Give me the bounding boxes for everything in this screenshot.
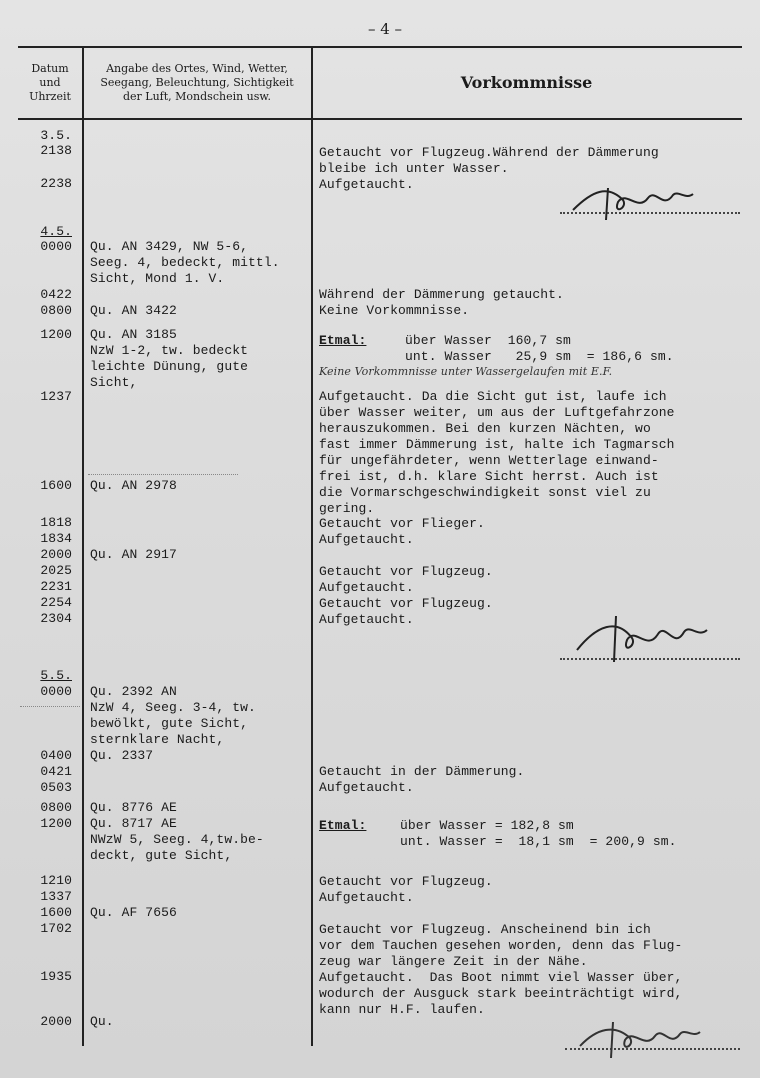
- etmal-line: über Wasser 160,7 sm: [405, 333, 571, 348]
- event-entry: bleibe ich unter Wasser.: [319, 161, 509, 176]
- event-entry: Getaucht vor Flieger.: [319, 516, 485, 531]
- time-entry: 0000: [40, 239, 72, 254]
- place-entry: Sicht, Mond 1. V.: [90, 271, 225, 286]
- event-entry: die Vormarschgeschwindigkeit sonst viel zu: [319, 485, 651, 500]
- page-number: – 4 –: [367, 20, 403, 38]
- time-entry: 0800: [40, 303, 72, 318]
- date-5-5: 5.5.: [40, 668, 72, 683]
- dotted-leader: [88, 474, 238, 475]
- place-entry: Qu. 8717 AE: [90, 816, 177, 831]
- time-entry: 1210: [40, 873, 72, 888]
- time-entry: 2000: [40, 1014, 72, 1029]
- time-entry: 1200: [40, 327, 72, 342]
- time-entry: 0421: [40, 764, 72, 779]
- event-entry: Während der Dämmerung getaucht.: [319, 287, 564, 302]
- time-entry: 2304: [40, 611, 72, 626]
- etmal-line: über Wasser = 182,8 sm: [400, 818, 574, 833]
- time-entry: 1818: [40, 515, 72, 530]
- time-entry: 2138: [40, 143, 72, 158]
- place-entry: NzW 4, Seeg. 3-4, tw.: [90, 700, 256, 715]
- event-entry: Getaucht vor Flugzeug.: [319, 596, 493, 611]
- event-entry: kann nur H.F. laufen.: [319, 1002, 485, 1017]
- date-4-5: 4.5.: [40, 224, 72, 239]
- time-entry: 2231: [40, 579, 72, 594]
- event-entry: fast immer Dämmerung ist, halte ich Tagmarsch: [319, 437, 675, 452]
- handwritten-note: Keine Vorkommnisse unter Wassergelaufen mit E.F.: [319, 365, 613, 378]
- column-rule-2: [311, 46, 313, 1046]
- event-entry: Keine Vorkommnisse.: [319, 303, 470, 318]
- event-entry: Aufgetaucht.: [319, 612, 414, 627]
- place-entry: sternklare Nacht,: [90, 732, 225, 747]
- event-entry: über Wasser weiter, um aus der Luftgefahrzone: [319, 405, 675, 420]
- event-entry: Aufgetaucht.: [319, 580, 414, 595]
- time-entry: 1200: [40, 816, 72, 831]
- event-entry: Getaucht vor Flugzeug.Während der Dämmerung: [319, 145, 659, 160]
- event-entry: frei ist, d.h. klare Sicht herrst. Auch ist: [319, 469, 659, 484]
- place-entry: Qu. AF 7656: [90, 905, 177, 920]
- place-entry: Sicht,: [90, 375, 138, 390]
- time-entry: 2254: [40, 595, 72, 610]
- time-entry: 1337: [40, 889, 72, 904]
- etmal-label: Etmal:: [319, 333, 367, 348]
- event-entry: Getaucht in der Dämmerung.: [319, 764, 525, 779]
- place-entry: NzW 1-2, tw. bedeckt: [90, 343, 249, 358]
- event-entry: vor dem Tauchen gesehen worden, denn das Flug-: [319, 938, 683, 953]
- event-entry: Aufgetaucht.: [319, 780, 414, 795]
- table-top-rule: [18, 46, 742, 48]
- header-ort: Angabe des Ortes, Wind, Wetter, Seegang, Beleuchtung, Sichtigkeit der Luft, Mondschein usw.: [100, 62, 294, 103]
- place-entry: deckt, gute Sicht,: [90, 848, 233, 863]
- column-rule-1: [82, 46, 84, 1046]
- etmal-line: unt. Wasser = 18,1 sm = 200,9 sm.: [400, 834, 677, 849]
- place-entry: Qu. 2392 AN: [90, 684, 177, 699]
- dotted-leader: [20, 706, 80, 707]
- time-entry: 0503: [40, 780, 72, 795]
- handwritten-signature: [575, 1016, 705, 1061]
- place-entry: Qu. AN 3429, NW 5-6,: [90, 239, 249, 254]
- time-entry: 0422: [40, 287, 72, 302]
- event-entry: Getaucht vor Flugzeug.: [319, 874, 493, 889]
- time-entry: 2025: [40, 563, 72, 578]
- header-vorkommnisse: Vorkommnisse: [460, 73, 593, 92]
- place-entry: Qu.: [90, 1014, 114, 1029]
- event-entry: Aufgetaucht.: [319, 532, 414, 547]
- place-entry: Qu. AN 3422: [90, 303, 177, 318]
- time-entry: 2000: [40, 547, 72, 562]
- event-entry: Aufgetaucht.: [319, 890, 414, 905]
- header-bottom-rule: [18, 118, 742, 120]
- event-entry: Getaucht vor Flugzeug. Anscheinend bin ich: [319, 922, 651, 937]
- place-entry: Qu. 2337: [90, 748, 154, 763]
- time-entry: 1237: [40, 389, 72, 404]
- event-entry: Aufgetaucht. Da die Sicht gut ist, laufe ich: [319, 389, 667, 404]
- place-entry: leichte Dünung, gute: [90, 359, 249, 374]
- event-entry: gering.: [319, 501, 375, 516]
- place-entry: Qu. AN 2978: [90, 478, 177, 493]
- time-entry: 0000: [40, 684, 72, 699]
- event-entry: Aufgetaucht. Das Boot nimmt viel Wasser über,: [319, 970, 683, 985]
- time-entry: 1600: [40, 905, 72, 920]
- place-entry: NWzW 5, Seeg. 4,tw.be-: [90, 832, 264, 847]
- handwritten-signature: [572, 610, 712, 665]
- event-entry: zeug war längere Zeit in der Nähe.: [319, 954, 588, 969]
- time-entry: 0800: [40, 800, 72, 815]
- time-entry: 0400: [40, 748, 72, 763]
- header-datum: Datum und Uhrzeit: [29, 62, 71, 103]
- event-entry: wodurch der Ausguck stark beeinträchtigt wird,: [319, 986, 683, 1001]
- event-entry: für ungefährdeter, wenn Wetterlage einwand-: [319, 453, 659, 468]
- event-entry: Aufgetaucht.: [319, 177, 414, 192]
- event-entry: Getaucht vor Flugzeug.: [319, 564, 493, 579]
- event-entry: herauszukommen. Bei den kurzen Nächten, wo: [319, 421, 651, 436]
- date-3-5: 3.5.: [40, 128, 72, 143]
- place-entry: Seeg. 4, bedeckt, mittl.: [90, 255, 280, 270]
- etmal-label: Etmal:: [319, 818, 367, 833]
- place-entry: Qu. 8776 AE: [90, 800, 177, 815]
- time-entry: 2238: [40, 176, 72, 191]
- handwritten-signature: [568, 180, 698, 225]
- place-entry: bewölkt, gute Sicht,: [90, 716, 249, 731]
- place-entry: Qu. AN 3185: [90, 327, 177, 342]
- place-entry: Qu. AN 2917: [90, 547, 177, 562]
- etmal-line: unt. Wasser 25,9 sm = 186,6 sm.: [405, 349, 674, 364]
- time-entry: 1834: [40, 531, 72, 546]
- time-entry: 1702: [40, 921, 72, 936]
- time-entry: 1935: [40, 969, 72, 984]
- time-entry: 1600: [40, 478, 72, 493]
